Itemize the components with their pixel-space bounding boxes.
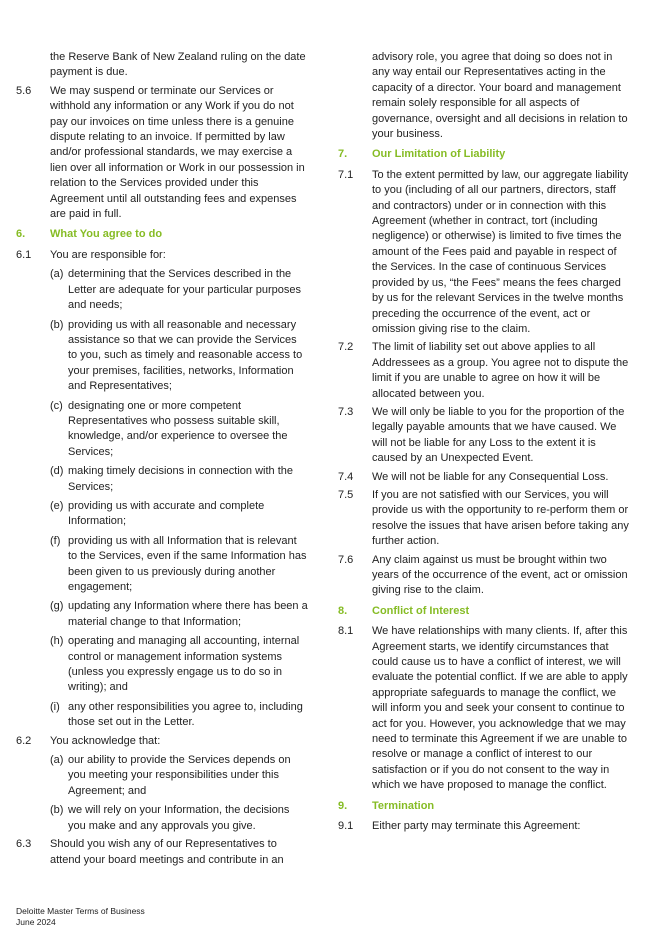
list-text: we will rely on your Information, the decisions you make and any approvals you give. [68, 804, 290, 832]
clause-text: You are responsible for: [50, 248, 166, 261]
section-number: 9. [338, 799, 348, 812]
list-label: (a) [50, 268, 64, 281]
section-heading-6 [16, 227, 308, 242]
list-text: providing us with all reasonable and necessary assistance so that we can provide the Services to you, such as timely and reasonable access to your premises, facilities, networks, Information and Representatives; [68, 318, 303, 393]
left-column [16, 50, 308, 871]
list-label: (b) [50, 318, 64, 331]
clause-number: 8.1 [338, 625, 354, 638]
clause-number: 7.3 [338, 405, 354, 418]
list-item [50, 634, 308, 696]
clause-text: To the extent permitted by law, our aggregate liability to you (including of all our partners, directors, staff and contractors) under or in connection with this Agreement (whether in contract, tort (including negligence) or otherwise) is limited to five times the amount of the Fees paid and payable in respect of the Services. In the case of continuous Services provided by us, “the Fees” means the fees charged by us for the relevant Services in the twelve months preceding the occurrence of the event, act or omission giving rise to the claim. [372, 168, 629, 335]
list-label: (i) [50, 700, 60, 713]
list-item [50, 464, 308, 495]
list-item [50, 599, 308, 630]
list-text: providing us with accurate and complete Information; [68, 499, 265, 528]
clause-number: 7.2 [338, 341, 354, 354]
clause-text: The limit of liability set out above applies to all Addressees as a group. You agree not to dispute the limit if you are unable to agree on how it will be allocated between you. [372, 341, 629, 400]
list-label: (b) [50, 804, 64, 817]
list-item [50, 534, 308, 596]
list-text: providing us with all Information that is relevant to the Services, even if the same Information has been given to us previously during another engagement; [68, 534, 307, 593]
list-item [50, 267, 308, 313]
list-item [50, 700, 308, 731]
clause-text: We will not be liable for any Consequential Loss. [372, 470, 609, 483]
clause-text: We have relationships with many clients. If, after this Agreement starts, we identify circumstances that could cause us to have a conflict of interest, we will evaluate the potential conflict. If we are able to apply appropriate safeguards to manage the conflict, we will inform you and seek your consent to continue to act for you. However, you acknowledge that we may need to terminate this Agreement if we are unable to resolve or manage a conflict of interest to our satisfaction or if you do not consent to the way in which we have proposed to manage the conflict. [372, 625, 628, 792]
list-item [50, 399, 308, 461]
list-label: (c) [50, 399, 63, 412]
continued-paragraph: advisory role, you agree that doing so does not in any way entail our Representatives acting in the capacity of a director. Your board and management remain solely responsible for all aspects of governance, oversight and all decisions in relation to your business. [372, 51, 628, 141]
list-text: our ability to provide the Services depends on you meeting your responsibilities under this Agreement; and [68, 754, 291, 797]
clause-7-6 [338, 553, 630, 599]
section-title: What You agree to do [50, 228, 163, 241]
section-heading-9 [338, 799, 630, 814]
clause-text: We will only be liable to you for the proportion of the legally payable amounts that we have caused. We will not be liable for any Loss to the extent it is caused by an Unexpected Event. [372, 405, 625, 465]
clause-7-4 [338, 470, 630, 485]
section-title: Conflict of Interest [372, 604, 470, 617]
clause-number: 5.6 [16, 84, 32, 97]
clause-number: 6.3 [16, 838, 32, 851]
clause-text: Either party may terminate this Agreement: [372, 820, 581, 833]
list-item [50, 499, 308, 530]
clause-text: We may suspend or terminate our Services or withhold any information or any Work if you do not pay our invoices on time unless there is a genuine dispute relating to an invoice. If permitted by law and/or professional standards, we may exercise a lien over all information or Work in our possession in relation to the Services provided under this Agreement until all outstanding fees and expenses are paid in full. [50, 84, 305, 221]
list-label: (d) [50, 465, 64, 478]
section-number: 8. [338, 604, 348, 617]
list-text: making timely decisions in connection with the Services; [68, 465, 294, 493]
clause-7-3 [338, 405, 630, 467]
list-label: (e) [50, 499, 64, 512]
continued-paragraph: the Reserve Bank of New Zealand ruling on the date payment is due. [50, 51, 306, 79]
list-label: (h) [50, 635, 64, 648]
list-text: operating and managing all accounting, internal control or management information systems (unless you expressly engage us to do so in writing); and [68, 635, 300, 694]
clause-text: You acknowledge that: [50, 734, 161, 747]
clause-text: If you are not satisfied with our Services, you will provide us with the opportunity to re-perform them or resolve the issues that have arisen before taking any further action. [372, 488, 629, 548]
clause-6-2 [16, 734, 308, 834]
list-text: any other responsibilities you agree to, including those set out in the Letter. [68, 700, 303, 729]
right-column [338, 50, 630, 838]
list-item [50, 318, 308, 395]
clause-number: 9.1 [338, 820, 354, 833]
clause-7-5 [338, 488, 630, 550]
clause-number: 6.2 [16, 734, 32, 747]
list-item [50, 753, 308, 799]
clause-number: 7.1 [338, 168, 354, 181]
section-number: 7. [338, 148, 348, 161]
clause-number: 6.1 [16, 248, 32, 261]
clause-6-1 [16, 248, 308, 731]
clause-number: 7.6 [338, 553, 354, 566]
list-item [50, 803, 308, 834]
list-text: designating one or more competent Representatives who possess suitable skill, knowledge, and/or experience to oversee the Services; [68, 399, 288, 458]
clause-8-1 [338, 624, 630, 793]
clause-number: 7.4 [338, 470, 354, 483]
clause-5-6 [16, 84, 308, 223]
section-title: Our Limitation of Liability [372, 148, 506, 161]
clause-9-1 [338, 819, 630, 834]
clause-7-2 [338, 340, 630, 402]
list-label: (g) [50, 600, 64, 613]
list-text: updating any Information where there has been a material change to that Information; [68, 600, 308, 628]
clause-text: Any claim against us must be brought within two years of the occurrence of the event, act or omission giving rise to the claim. [372, 553, 628, 597]
footer-date: June 2024 [16, 916, 56, 927]
section-title: Termination [372, 799, 435, 812]
list-text: determining that the Services described in the Letter are adequate for your particular purposes and needs; [68, 268, 301, 312]
section-heading-8 [338, 604, 630, 619]
clause-6-3 [16, 837, 308, 868]
list-label: (f) [50, 534, 61, 547]
section-number: 6. [16, 228, 26, 241]
list-label: (a) [50, 754, 64, 767]
section-heading-7 [338, 147, 630, 162]
clause-number: 7.5 [338, 488, 354, 501]
footer-document-title: Deloitte Master Terms of Business [16, 906, 145, 916]
page-footer [16, 906, 145, 927]
clause-text: Should you wish any of our Representatives to attend your board meetings and contribute in an [50, 838, 284, 866]
clause-7-1 [338, 168, 630, 337]
